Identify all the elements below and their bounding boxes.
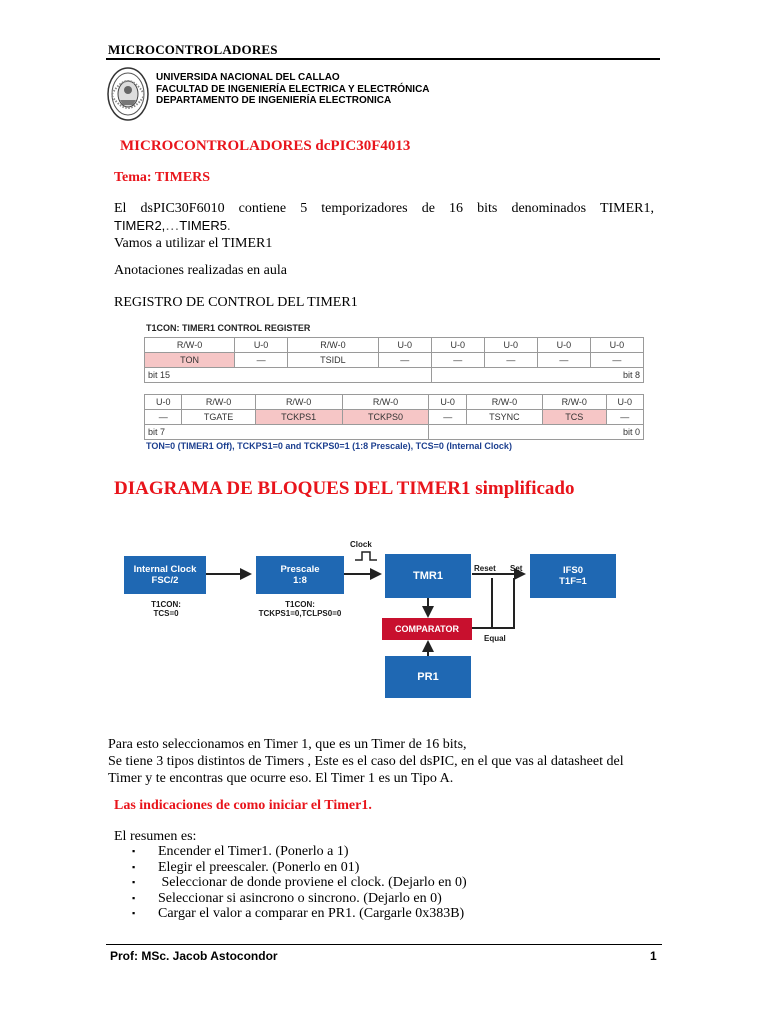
register-caption: T1CON: TIMER1 CONTROL REGISTER [146, 323, 311, 333]
t1con-tcs-label [144, 600, 188, 618]
label-line: T1CON: [285, 600, 315, 609]
block-label: IFS0 [562, 565, 584, 576]
list-item [132, 875, 467, 891]
list-item [132, 844, 467, 860]
bullet-icon: ▪ [132, 908, 136, 918]
register-cell: U-0 [537, 338, 590, 353]
steps-list [132, 844, 467, 922]
pr1-block [385, 656, 471, 698]
register-note: TON=0 (TIMER1 Off), TCKPS1=0 and TCKPS0=1 (1:8 Prescale), TCS=0 (Internal Clock) [146, 441, 512, 451]
period-text: . [226, 219, 231, 234]
register-bit-ton: TON [145, 353, 235, 368]
register-cell: R/W-0 [145, 338, 235, 353]
block-label: PR1 [417, 671, 439, 683]
block-label: Prescale [280, 564, 320, 575]
register-cell: — [590, 353, 643, 368]
topic-heading: Tema: TIMERS [114, 170, 211, 185]
register-cell: U-0 [429, 395, 466, 410]
equal-label: Equal [484, 634, 506, 643]
register-cell: R/W-0 [466, 395, 542, 410]
list-item-text: Seleccionar si asincrono o sincrono. (Dejarlo en 0) [158, 890, 442, 906]
explanation-line-2: Se tiene 3 tipos distintos de Timers , Este es el caso del dsPIC, en el que vas al datasheet del [108, 754, 624, 769]
register-cell: U-0 [590, 338, 643, 353]
block-sublabel: T1F=1 [559, 576, 587, 587]
bit-right-label: bit 8 [431, 368, 643, 383]
internal-clock-block [124, 556, 206, 594]
document-title: MICROCONTROLADORES dcPIC30F4013 [120, 138, 411, 154]
list-item-text: Seleccionar de donde proviene el clock. (Dejarlo en 0) [158, 875, 467, 890]
explanation-paragraph [108, 736, 656, 787]
timer2-text: TIMER2, [114, 218, 166, 233]
tmr1-block [385, 554, 471, 598]
bullet-icon: ▪ [132, 877, 136, 887]
register-cell: U-0 [606, 395, 643, 410]
register-heading: REGISTRO DE CONTROL DEL TIMER1 [114, 295, 358, 310]
register-cell: — [537, 353, 590, 368]
university-name: UNIVERSIDA NACIONAL DEL CALLAO [156, 72, 340, 83]
intro-line-1: El dsPIC30F6010 contiene 5 temporizadores de 16 bits denominados TIMER1, [114, 201, 654, 216]
clock-label: Clock [350, 540, 372, 549]
register-cell: R/W-0 [342, 395, 429, 410]
register-bit-tsync: TSYNC [466, 410, 542, 425]
label-line: TCKPS1=0,TCLPS0=0 [258, 609, 342, 618]
timer5-text: TIMER5 [179, 218, 227, 233]
page-number: 1 [650, 949, 657, 963]
register-cell: — [145, 410, 182, 425]
explanation-line-3: Timer y te encontras que ocurre eso. El Timer 1 es un Tipo A. [108, 771, 454, 786]
block-sublabel: 1:8 [293, 575, 307, 586]
comparator-block [382, 618, 472, 640]
register-cell: U-0 [235, 338, 288, 353]
prescale-block [256, 556, 344, 594]
register-cell: R/W-0 [182, 395, 255, 410]
list-item [132, 860, 467, 876]
register-cell: — [378, 353, 431, 368]
summary-intro: El resumen es: [114, 829, 197, 844]
list-item-text: Elegir el preescaler. (Ponerlo en 01) [158, 859, 360, 875]
register-cell: — [429, 410, 466, 425]
register-cell: — [606, 410, 643, 425]
department-name: DEPARTAMENTO DE INGENIERÍA ELECTRONICA [156, 95, 392, 106]
howto-heading: Las indicaciones de como iniciar el Timer1. [114, 798, 372, 813]
label-line: T1CON: [151, 600, 181, 609]
list-item-text: Cargar el valor a comparar en PR1. (Cargarle 0x383B) [158, 906, 465, 921]
t1con-tckps-label [250, 600, 350, 618]
bullet-icon: ▪ [132, 861, 136, 872]
bullet-icon: ▪ [132, 846, 136, 856]
register-cell: R/W-0 [542, 395, 606, 410]
register-cell: R/W-0 [255, 395, 342, 410]
set-label: Set [510, 564, 523, 573]
bullet-icon: ▪ [132, 892, 136, 903]
register-bit-tckps0: TCKPS0 [342, 410, 429, 425]
intro-line-3: Vamos a utilizar el TIMER1 [114, 236, 273, 251]
list-item [132, 906, 467, 922]
block-label: Internal Clock [133, 564, 197, 575]
notes-text: Anotaciones realizadas en aula [114, 263, 287, 278]
register-bit-tckps1: TCKPS1 [255, 410, 342, 425]
register-cell: — [484, 353, 537, 368]
register-cell: U-0 [484, 338, 537, 353]
faculty-name: FACULTAD DE INGENIERÍA ELECTRICA Y ELECTRÓNICA [156, 83, 430, 95]
register-cell: — [431, 353, 484, 368]
running-title: MICROCONTROLADORES [108, 42, 278, 57]
bit-left-label: bit 15 [145, 368, 432, 383]
register-cell: U-0 [431, 338, 484, 353]
list-item-text: Encender el Timer1. (Ponerlo a 1) [158, 844, 349, 859]
clock-pulse-icon [355, 552, 377, 560]
bit-right-label: bit 0 [429, 425, 644, 440]
register-cell: R/W-0 [288, 338, 379, 353]
ifs0-block [530, 554, 616, 598]
register-bit-tgate: TGATE [182, 410, 255, 425]
footer-author: Prof: MSc. Jacob Astocondor [110, 949, 278, 963]
block-label: COMPARATOR [395, 624, 459, 634]
block-label: TMR1 [413, 570, 443, 582]
ellipsis-text: … [165, 219, 180, 234]
register-bit-tsidl: TSIDL [288, 353, 379, 368]
register-cell: U-0 [378, 338, 431, 353]
register-cell: U-0 [145, 395, 182, 410]
block-sublabel: FSC/2 [151, 575, 179, 586]
diagram-heading: DIAGRAMA DE BLOQUES DEL TIMER1 simplificado [114, 478, 575, 499]
reset-label: Reset [474, 564, 496, 573]
register-bit-tcs: TCS [542, 410, 606, 425]
label-line: TCS=0 [153, 609, 179, 618]
footer-divider [106, 944, 662, 945]
explanation-line-1: Para esto seleccionamos en Timer 1, que es un Timer de 16 bits, [108, 737, 467, 752]
bit-left-label: bit 7 [145, 425, 429, 440]
register-cell: — [235, 353, 288, 368]
list-item [132, 891, 467, 907]
